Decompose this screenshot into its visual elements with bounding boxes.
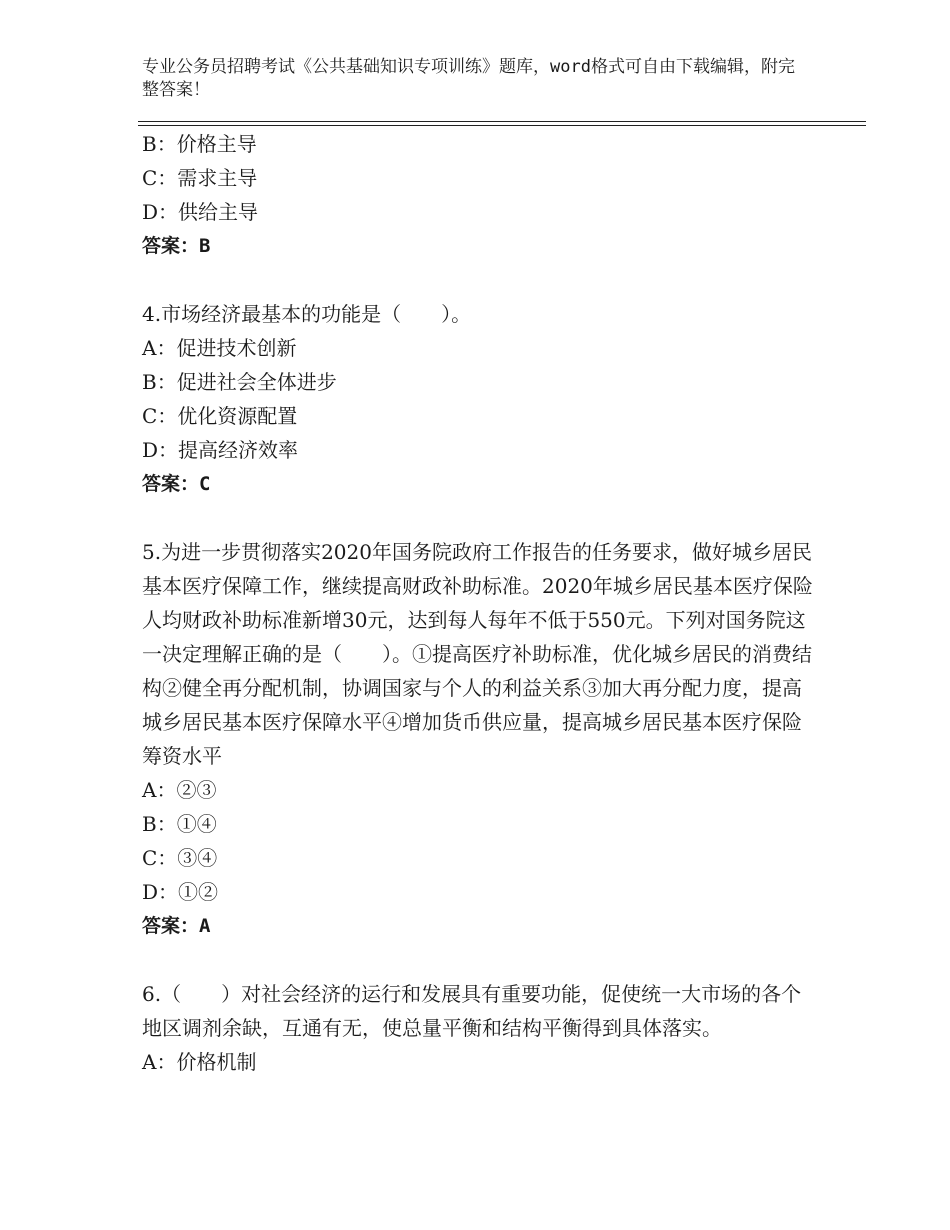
option-c: C：优化资源配置	[142, 404, 298, 428]
option-b: B：价格主导	[142, 132, 257, 156]
header-divider-thin	[138, 125, 866, 126]
question-stem: 5.为进一步贯彻落实2020年国务院政府工作报告的任务要求，做好城乡居民基本医疗保障工作，继续提高财政补助标准。2020年城乡居民基本医疗保险人均财政补助标准新增30元，达到每人每年不低于550元。下列对国务院这一决定理解正确的是（ ）。①提高医疗补助标准，优化城乡居民的消费结构②健全再分配机制，协调国家与个人的利益关系③加大再分配力度，提高城乡居民基本医疗保障水平④增加货币供应量，提高城乡居民基本医疗保险筹资水平	[142, 540, 813, 768]
header-divider-thick	[138, 121, 866, 122]
answer-line: 答案：C	[142, 473, 211, 495]
option-b: B：促进社会全体进步	[142, 370, 337, 394]
answer-line: 答案：A	[142, 915, 211, 937]
option-d: D：提高经济效率	[142, 438, 299, 462]
option-c: C：③④	[142, 846, 218, 870]
question-4	[142, 297, 814, 501]
option-d: D：①②	[142, 880, 219, 904]
question-list	[142, 127, 814, 1079]
question-stem: 4.市场经济最基本的功能是（ ）。	[142, 302, 472, 326]
question-3-tail	[142, 127, 814, 263]
question-stem: 6.（ ）对社会经济的运行和发展具有重要功能，促使统一大市场的各个地区调剂余缺，互通有无，使总量平衡和结构平衡得到具体落实。	[142, 982, 802, 1040]
question-6	[142, 977, 814, 1079]
option-c: C：需求主导	[142, 166, 258, 190]
option-d: D：供给主导	[142, 200, 259, 224]
question-5	[142, 535, 814, 943]
option-a: A：促进技术创新	[142, 336, 297, 360]
option-a: A：②③	[142, 778, 217, 802]
option-b: B：①④	[142, 812, 217, 836]
option-a: A：价格机制	[142, 1050, 257, 1074]
answer-line: 答案：B	[142, 235, 211, 257]
document-header: 专业公务员招聘考试《公共基础知识专项训练》题库，word格式可自由下载编辑，附完整答案！	[142, 57, 795, 100]
